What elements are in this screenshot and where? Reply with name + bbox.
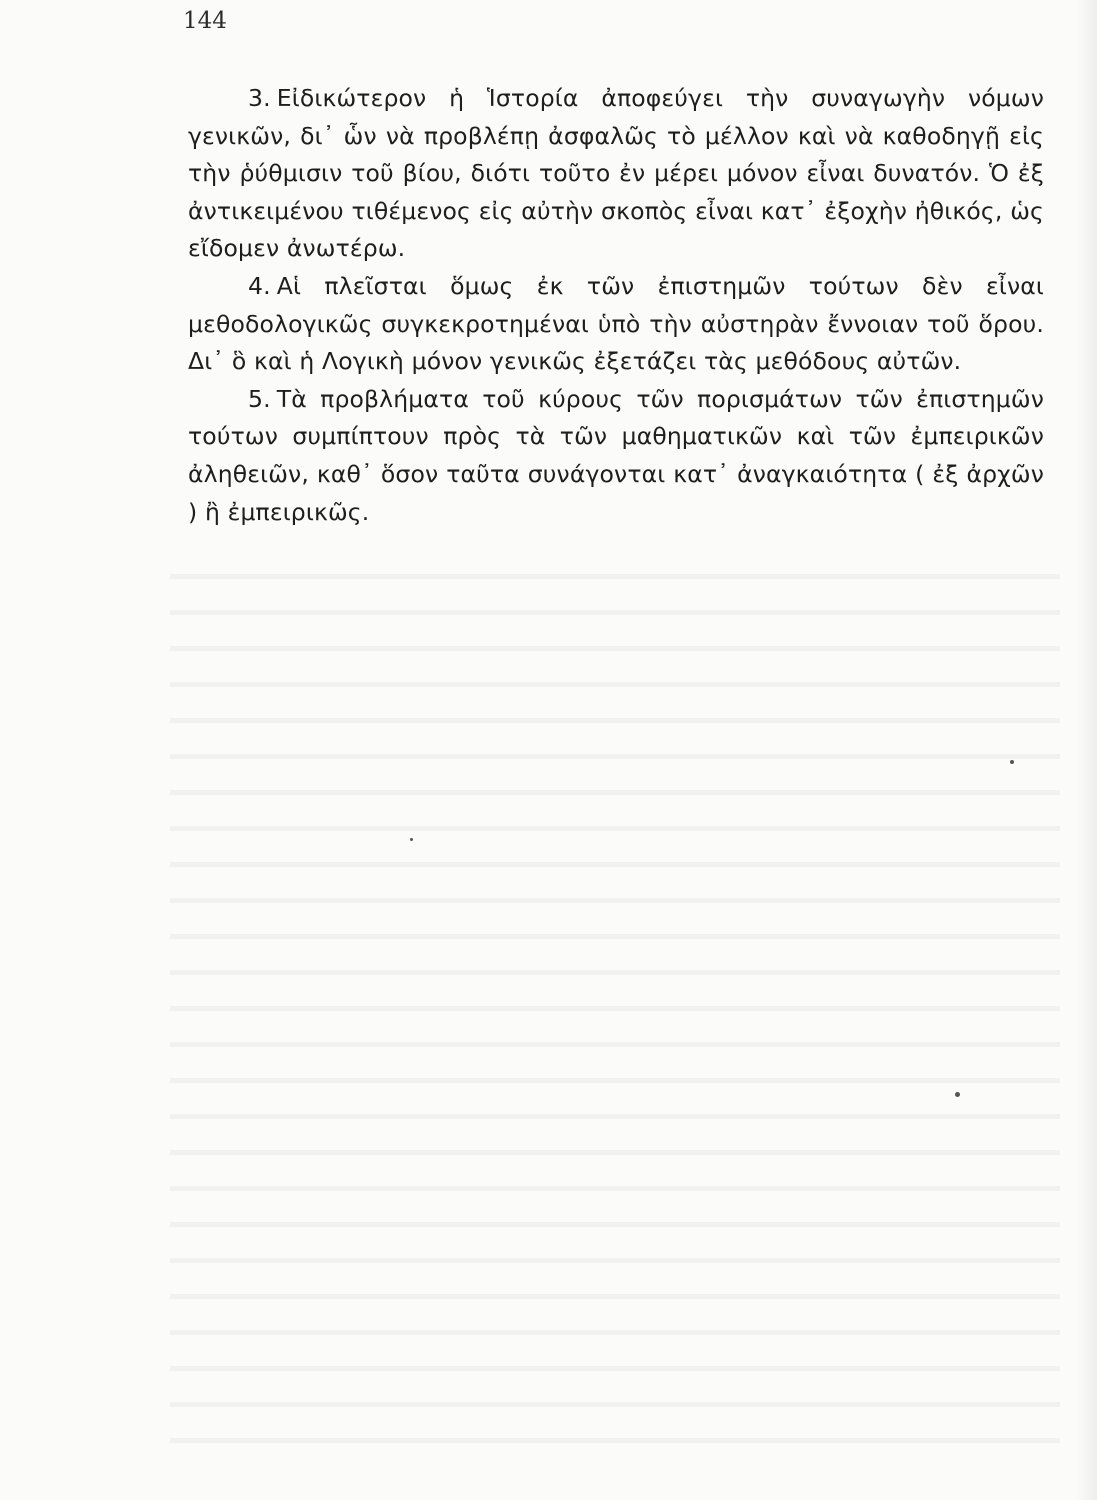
paragraph-number: 5. [248,384,271,413]
paper-speck [1010,760,1014,764]
paragraph-5 [188,381,1044,531]
paper-speck [410,838,413,841]
paragraph-text: Τὰ προβλήματα τοῦ κύρους τῶν πορισμάτων τῶν ἐπιστημῶν τούτων συμπίπτουν πρὸς τὰ τῶν μαθηματικῶν καὶ τῶν ἐμπειρικῶν ἀληθειῶν, καθ᾽ ὅσον ταῦτα συνάγονται κατ᾽ ἀναγκαιότητα ( ἐξ ἀρχῶν ) ἢ ἐμπειρικῶς. [188,384,1044,526]
paragraph-text: Αἱ πλεῖσται ὅμως ἐκ τῶν ἐπιστημῶν τούτων δὲν εἶναι μεθοδολογικῶς συγκεκροτημέναι ὑπὸ τὴν αὐστηρὰν ἔννοιαν τοῦ ὅρου. Δι᾽ ὃ καὶ ἡ Λογικὴ μόνον γενικῶς ἐξετάζει τὰς μεθόδους αὐτῶν. [188,271,1044,376]
paragraph-3 [188,80,1044,268]
page-edge-shadow [1075,0,1097,1500]
reverse-side-show-through [170,560,1060,1460]
page-number: 144 [183,8,227,34]
paragraph-text: Εἰδικώτερον ἡ Ἱστορία ἀποφεύγει τὴν συναγωγὴν νόμων γενικῶν, δι᾽ ὧν νὰ προβλέπῃ ἀσφαλῶς τὸ μέλλον καὶ νὰ καθοδηγῇ εἰς τὴν ῥύθμισιν τοῦ βίου, διότι τοῦτο ἐν μέρει μόνον εἶναι δυνατόν. Ὁ ἐξ ἀντικειμένου τιθέμενος εἰς αὐτὴν σκοπὸς εἶναι κατ᾽ ἐξοχὴν ἠθικός, ὡς εἴδομεν ἀνωτέρω. [188,84,1044,263]
paper-speck [955,1092,960,1097]
paragraph-number: 4. [248,271,271,300]
body-text [188,80,1044,531]
paragraph-4 [188,268,1044,381]
paragraph-number: 3. [248,84,271,112]
